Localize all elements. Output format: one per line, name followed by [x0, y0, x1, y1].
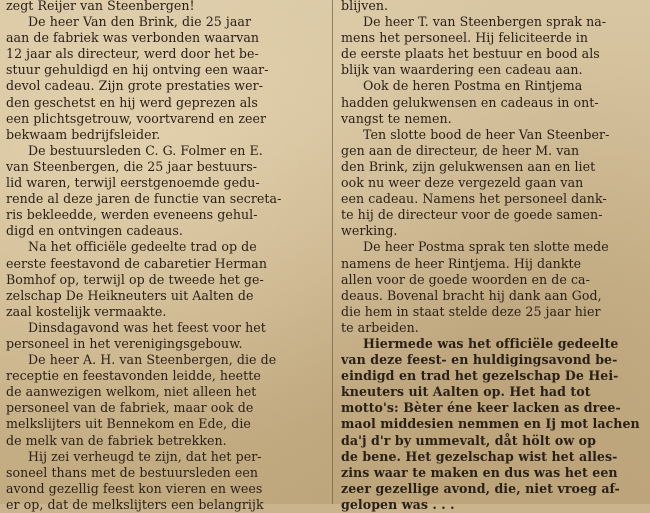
text-line: aan de fabriek was verbonden waarvan — [6, 30, 260, 46]
text-line: 12 jaar als directeur, werd door het be- — [6, 46, 259, 62]
text-line: ook nu weer deze vergezeld gaan van — [341, 175, 584, 191]
text-line: motto's: Bèter éne keer lacken as dree- — [341, 400, 621, 416]
text-line: de melk van de fabriek betrekken. — [6, 432, 227, 448]
text-line: Hij zei verheugd te zijn, dat het per- — [28, 448, 262, 464]
text-line: ris bekleedde, werden eveneens gehul- — [6, 207, 258, 223]
text-line: hadden gelukwensen en cadeaus in ont- — [341, 94, 599, 110]
text-line: er op, dat de melkslijters een belangrijk — [6, 496, 264, 512]
text-line: De heer Postma sprak ten slotte mede — [363, 239, 609, 255]
text-line: zaal kostelijk vermaakte. — [6, 303, 167, 319]
text-line: De bestuursleden C. G. Folmer en E. — [28, 142, 263, 158]
article-column-left — [6, 0, 324, 513]
text-line: maol middesien nemmen en Ij mot lachen — [341, 416, 640, 432]
text-line: Bomhof op, terwijl op de tweede het ge- — [6, 271, 264, 287]
text-line: den Brink, zijn gelukwensen aan en liet — [341, 158, 596, 174]
text-line: De heer Van den Brink, die 25 jaar — [28, 14, 252, 30]
text-line: De heer T. van Steenbergen sprak na- — [363, 14, 607, 30]
text-line: digd en ontvingen cadeaus. — [6, 223, 183, 239]
text-line: die hem in staat stelde deze 25 jaar hier — [341, 303, 601, 319]
text-line: Ten slotte bood de heer Van Steenber- — [363, 126, 610, 142]
column-divider — [332, 0, 333, 504]
text-line: personeel van de fabriek, maar ook de — [6, 400, 254, 416]
text-line: Dinsdagavond was het feest voor het — [28, 319, 266, 335]
text-line: vangst te nemen. — [341, 110, 452, 126]
text-line: eerste feestavond de cabaretier Herman — [6, 255, 267, 271]
text-line: gen aan de directeur, de heer M. van — [341, 142, 580, 158]
text-line: werking. — [341, 223, 398, 239]
text-line: zins waar te maken en dus was het een — [341, 464, 618, 480]
text-line: van Steenbergen, die 25 jaar bestuurs- — [6, 158, 258, 174]
text-line: allen voor de goede woorden en de ca- — [341, 271, 590, 287]
text-line: deaus. Bovenal bracht hij dank aan God, — [341, 287, 602, 303]
text-line: namens de heer Rintjema. Hij dankte — [341, 255, 582, 271]
text-line: zeer gezellige avond, die, niet vroeg af- — [341, 480, 620, 496]
text-line: Ook de heren Postma en Rintjema — [363, 78, 583, 94]
article-column-right — [341, 0, 643, 513]
text-line: lid waren, terwijl eerstgenoemde gedu- — [6, 175, 260, 191]
text-line: Na het officiële gedeelte trad op de — [28, 239, 257, 255]
text-line: de eerste plaats het bestuur en bood als — [341, 46, 600, 62]
text-line: avond gezellig feest kon vieren en wees — [6, 480, 263, 496]
text-line: mens het personeel. Hij feliciteerde in — [341, 30, 588, 46]
text-line: te hij de directeur voor de goede samen- — [341, 207, 603, 223]
text-line: de aanwezigen welkom, niet alleen het — [6, 384, 257, 400]
text-line: blijk van waardering een cadeau aan. — [341, 62, 583, 78]
text-line: kneuters uit Aalten op. Het had tot — [341, 384, 591, 400]
text-line: eindigd en trad het gezelschap De Hei- — [341, 368, 619, 384]
text-line: te arbeiden. — [341, 319, 419, 335]
text-line: rende al deze jaren de functie van secreta- — [6, 191, 282, 207]
text-line: devol cadeau. Zijn grote prestaties wer- — [6, 78, 264, 94]
text-line: blijven. — [341, 0, 389, 13]
text-line: gelopen was . . . — [341, 496, 455, 512]
text-line: melkslijters uit Bennekom en Ede, die — [6, 416, 251, 432]
text-line: van deze feest- en huldigingsavond be- — [341, 352, 618, 368]
text-line: soneel thans met de bestuursleden een — [6, 464, 259, 480]
text-line: receptie en feestavonden leidde, heette — [6, 368, 261, 384]
text-line: den geschetst en hij werd geprezen als — [6, 94, 258, 110]
text-line: een plichtsgetrouw, voortvarend en zeer — [6, 110, 267, 126]
text-line: da'j d'r by ummevalt, dåt hölt ow op — [341, 432, 596, 448]
text-line: Hiermede was het officiële gedeelte — [363, 335, 619, 351]
text-line: zelschap De Heikneuters uit Aalten de — [6, 287, 254, 303]
text-line: de bene. Het gezelschap wist het alles- — [341, 448, 618, 464]
text-line: bekwaam bedrijfsleider. — [6, 126, 161, 142]
text-line: zegt Reijer van Steenbergen! — [6, 0, 195, 13]
text-line: personeel in het verenigingsgebouw. — [6, 335, 243, 351]
text-line: De heer A. H. van Steenbergen, die de — [28, 352, 277, 368]
text-line: stuur gehuldigd en hij ontving een waar- — [6, 62, 269, 78]
text-line: een cadeau. Namens het personeel dank- — [341, 191, 607, 207]
